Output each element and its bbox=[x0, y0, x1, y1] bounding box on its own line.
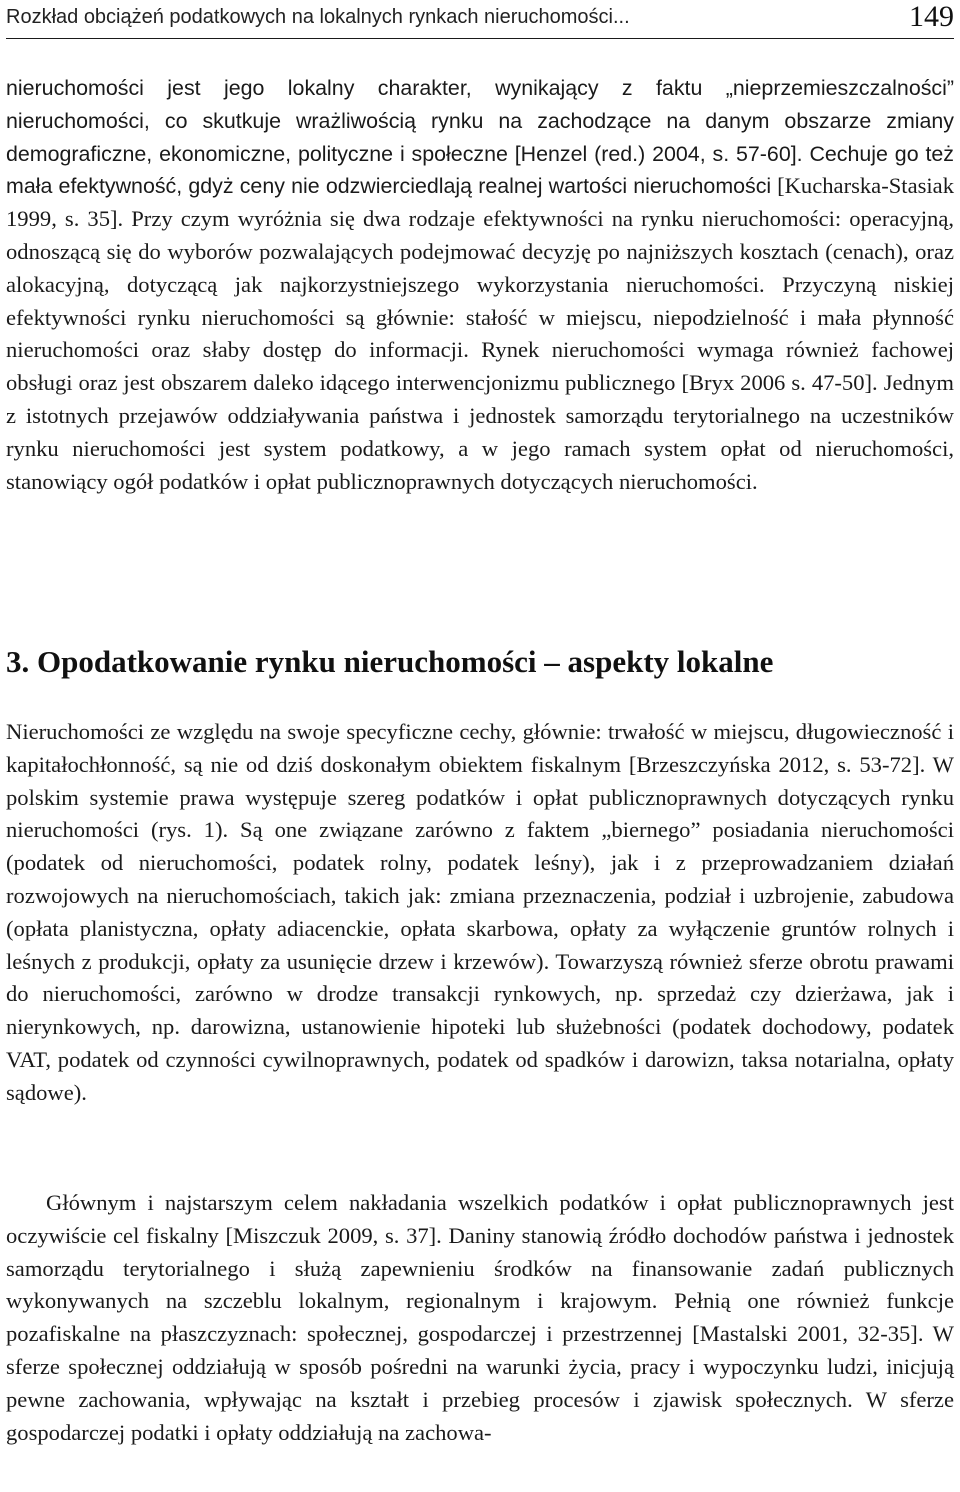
running-title: Rozkład obciążeń podatkowych na lokalnych rynkach nieruchomości... bbox=[6, 6, 630, 28]
paragraph-section-intro: Nieruchomości ze względu na swoje specyficzne cechy, głównie: trwałość w miejscu, długowieczność i kapitałochłonność, są nie od dziś doskonałym obiektem fiskalnym [Brzeszczyńska 2012, s. 53-72]. W polskim systemie prawa występuje szereg podatków i opłat publicznoprawnych dotyczących rynku nieruchomości (rys. 1). Są one związane zarówno z faktem „biernego” posiadania nieruchomości (podatek od nieruchomości, podatek rolny, podatek leśny), jak i z przeprowadzaniem działań rozwojowych na nieruchomościach, takich jak: zmiana przeznaczenia, podział i uzbrojenie, zabudowa (opłata planistyczna, opłaty adiacenckie, opłata skarbowa, opłaty za wyłączenie gruntów rolnych i leśnych z produkcji, opłaty za usunięcie drzew i krzewów). Towarzyszą również sferze obrotu prawami do nieruchomości, zarówno w drodze transakcji rynkowych, np. sprzedaż czy dzierżawa, jak i nierynkowych, np. darowizna, ustanowienie hipoteki lub służebności (podatek dochodowy, podatek VAT, podatek od czynności cywilnoprawnych, podatek od spadków i darowizn, taksa notarialna, opłaty sądowe). bbox=[6, 719, 954, 1105]
paragraph-fiscal-goal: Głównym i najstarszym celem nakładania wszelkich podatków i opłat publicznoprawnych jest oczywiście cel fiskalny [Miszczuk 2009, s. 37]. Daniny stanowią źródło dochodów państwa i jednostek samorządu terytorialnego i służą zapewnieniu środków na finansowanie zadań publicznych wykonywanych na szczeblu lokalnym, regionalnym i krajowym. Pełnią one również funkcje pozafiskalne na płaszczyznach: społecznej, gospodarczej i przestrzennej [Mastalski 2001, 32-35]. W sferze społecznej oddziałują w sposób pośredni na warunki życia, pracy i wypoczynku ludzi, inicjują pewne zachowania, wpływając na kształt i przebieg procesów i zjawisk społecznych. W sferze gospodarczej podatki i opłaty oddziałują na zachowa- bbox=[6, 1190, 954, 1445]
running-header bbox=[6, 0, 954, 39]
paragraph-continuation bbox=[6, 72, 954, 498]
paragraph-serif-part: [Kucharska-Stasiak 1999, s. 35]. Przy czym wyróżnia się dwa rodzaje efektywności na rynku nieruchomości: operacyjną, odnoszącą się do wyborów pozwalających podejmować decyzję po najniższych kosztach (cenach), oraz alokacyjną, dotyczącą jak najkorzystniejszego wykorzystania nieruchomości. Przyczyną niskiej efektywności rynku nieruchomości są głównie: stałość w miejscu, niepodzielność i mała płynność nieruchomości oraz słaby dostęp do informacji. Rynek nieruchomości wymaga również fachowej obsługi oraz jest obszarem daleko idącego interwencjonizmu publicznego [Bryx 2006 s. 47-50]. Jednym z istotnych przejawów oddziaływania państwa i jednostek samorządu terytorialnego na uczestników rynku nieruchomości jest system podatkowy, a w jego ramach system opłat od nieruchomości, stanowiący ogół podatków i opłat publicznoprawnych dotyczących nieruchomości. bbox=[6, 173, 954, 494]
page-number: 149 bbox=[909, 0, 954, 33]
paragraph-sans-part: nieruchomości jest jego lokalny charakter, wynikający z faktu „nieprzemieszczalności” nieruchomości, co skutkuje wrażliwością rynku na zachodzące na danym obszarze zmiany demograficzne, ekonomiczne, polityczne i społeczne [Henzel (red.) 2004, s. 57-60]. Cechuje go też mała efektywność, gdyż ceny nie odzwierciedlają realnej wartości nieruchomości bbox=[6, 76, 954, 199]
section-heading: 3. Opodatkowanie rynku nieruchomości – aspekty lokalne bbox=[6, 644, 774, 679]
